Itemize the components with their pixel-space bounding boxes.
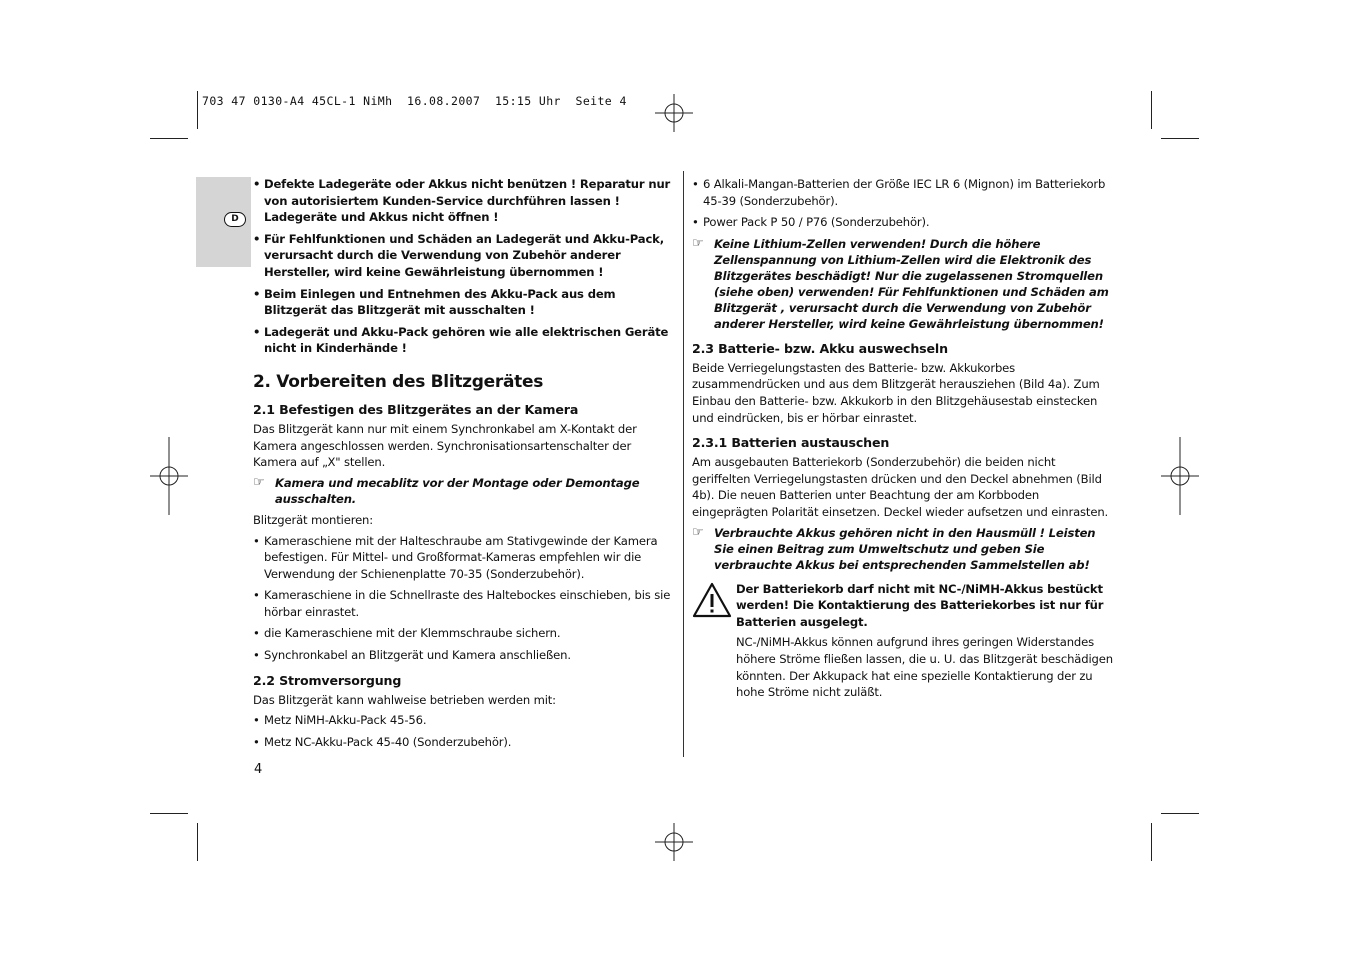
column-divider [683, 171, 684, 757]
paragraph: Blitzgerät montieren: [253, 512, 374, 527]
note [692, 236, 1114, 332]
warning-paragraph: NC-/NiMH-Akkus können aufgrund ihres geringen Widerstandes höhere Ströme fließen lassen, die u. U. das Blitzgerät beschädigen könnten. Der Akkupack hat eine spezielle Kontaktierung der zu hohe Ströme nicht zuläßt. [736, 635, 1113, 700]
registration-mark-icon [655, 823, 693, 861]
list-item: • 6 Alkali-Mangan-Batterien der Größe IEC LR 6 (Mignon) im Batteriekorb 45-39 (Sonderzubehör). [692, 176, 1114, 209]
pointing-hand-icon: ☞ [692, 524, 704, 540]
warning-item: • Defekte Ladegeräte oder Akkus nicht benützen ! Reparatur nur von autorisiertem Kunden-Service durchführen lassen ! Ladegeräte und Akkus nicht öffnen ! [253, 176, 673, 226]
warning-item: • Beim Einlegen und Entnehmen des Akku-Pack aus dem Blitzgerät das Blitzgerät mit ausschalten ! [253, 286, 673, 319]
crop-mark [150, 138, 188, 139]
subsection-heading: 2.3.1 Batterien austauschen [692, 435, 890, 451]
right-column [692, 176, 1114, 705]
page-number: 4 [254, 762, 263, 777]
warning-block [692, 581, 1114, 705]
list-item: • die Kameraschiene mit der Klemmschraube sichern. [253, 625, 673, 642]
crop-mark [197, 91, 198, 129]
left-column [253, 176, 673, 755]
list-item: • Metz NiMH-Akku-Pack 45-56. [253, 712, 673, 729]
warning-item: • Für Fehlfunktionen und Schäden an Ladegerät und Akku-Pack, verursacht durch die Verwendung von Zubehör anderer Hersteller, wird keine Gewährleistung übernommen ! [253, 231, 673, 281]
note-text: Kamera und mecablitz vor der Montage oder Demontage ausschalten. [275, 475, 640, 507]
crop-mark [1161, 138, 1199, 139]
warning-text [736, 581, 1114, 705]
print-slug: 703 47 0130-A4 45CL-1 NiMh 16.08.2007 15:15 Uhr Seite 4 [202, 94, 627, 108]
crop-mark [150, 813, 188, 814]
list-item: • Kameraschiene mit der Halteschraube am Stativgewinde der Kamera befestigen. Für Mittel- und Großformat-Kameras empfehlen wir die Verwendung der Schienenplatte 70-35 (Sonderzubehör). [253, 533, 673, 583]
note [253, 475, 673, 508]
section-heading: 2. Vorbereiten des Blitzgerätes [253, 371, 544, 392]
pointing-hand-icon: ☞ [692, 235, 704, 251]
list-item: • Kameraschiene in die Schnellraste des Haltebockes einschieben, bis sie hörbar einrastet. [253, 587, 673, 620]
paragraph: Das Blitzgerät kann wahlweise betrieben werden mit: [253, 692, 556, 707]
paragraph: Am ausgebauten Batteriekorb (Sonderzubehör) die beiden nicht geriffelten Verriegelungstasten drücken und den Deckel abnehmen (Bild 4b). Die neuen Batterien unter Beachtung der am Korbboden eingeprägten Polarität einsetzen. Deckel wieder aufsetzen und einrasten. [692, 455, 1109, 519]
subsection-heading: 2.3 Batterie- bzw. Akku auswechseln [692, 340, 948, 356]
crop-mark [1151, 823, 1152, 861]
crop-mark [197, 823, 198, 861]
language-badge: D [224, 212, 246, 227]
subsection-heading: 2.1 Befestigen des Blitzgerätes an der Kamera [253, 401, 579, 417]
registration-mark-icon [655, 94, 693, 132]
paragraph: Das Blitzgerät kann nur mit einem Synchronkabel am X-Kontakt der Kamera angeschlossen werden. Synchronisationsartenschalter der Kamera auf „X" stellen. [253, 421, 637, 470]
list-item: • Synchronkabel an Blitzgerät und Kamera anschließen. [253, 647, 673, 664]
subsection-heading: 2.2 Stromversorgung [253, 672, 402, 688]
warning-item: • Ladegerät und Akku-Pack gehören wie alle elektrischen Geräte nicht in Kinderhände ! [253, 324, 673, 357]
note [692, 525, 1114, 573]
registration-mark-icon [1161, 437, 1199, 515]
registration-mark-icon [150, 437, 188, 515]
paragraph: Beide Verriegelungstasten des Batterie- bzw. Akkukorbes zusammendrücken und aus dem Blitzgerät herausziehen (Bild 4a). Zum Einbau den Batterie- bzw. Akkukorb in den Blitzgehäusestab einstecken und eindrücken, bis er hörbar einrastet. [692, 360, 1100, 425]
list-item: • Metz NC-Akku-Pack 45-40 (Sonderzubehör). [253, 734, 673, 751]
note-text: Verbrauchte Akkus gehören nicht in den Hausmüll ! Leisten Sie einen Beitrag zum Umweltschutz und geben Sie verbrauchte Akkus bei entsprechenden Sammelstellen ab! [714, 525, 1096, 572]
pointing-hand-icon: ☞ [253, 474, 265, 490]
crop-mark [1161, 813, 1199, 814]
note-text: Keine Lithium-Zellen verwenden! Durch die höhere Zellenspannung von Lithium-Zellen wird die Elektronik des Blitzgerätes beschädigt! Nur die zugelassenen Stromquellen (siehe oben) verwenden! Für Fehlfunktionen und Schäden am Blitzgerät , verursacht durch die Verwendung von Zubehör anderer Hersteller, wird keine Gewährleistung übernommen! [714, 236, 1109, 331]
list-item: • Power Pack P 50 / P76 (Sonderzubehör). [692, 214, 1114, 231]
warning-triangle-icon [692, 581, 736, 621]
crop-mark [1151, 91, 1152, 129]
warning-bold: Der Batteriekorb darf nicht mit NC-/NiMH-Akkus bestückt werden! Die Kontaktierung des Batteriekorbes ist nur für Batterien ausgelegt. [736, 581, 1104, 629]
